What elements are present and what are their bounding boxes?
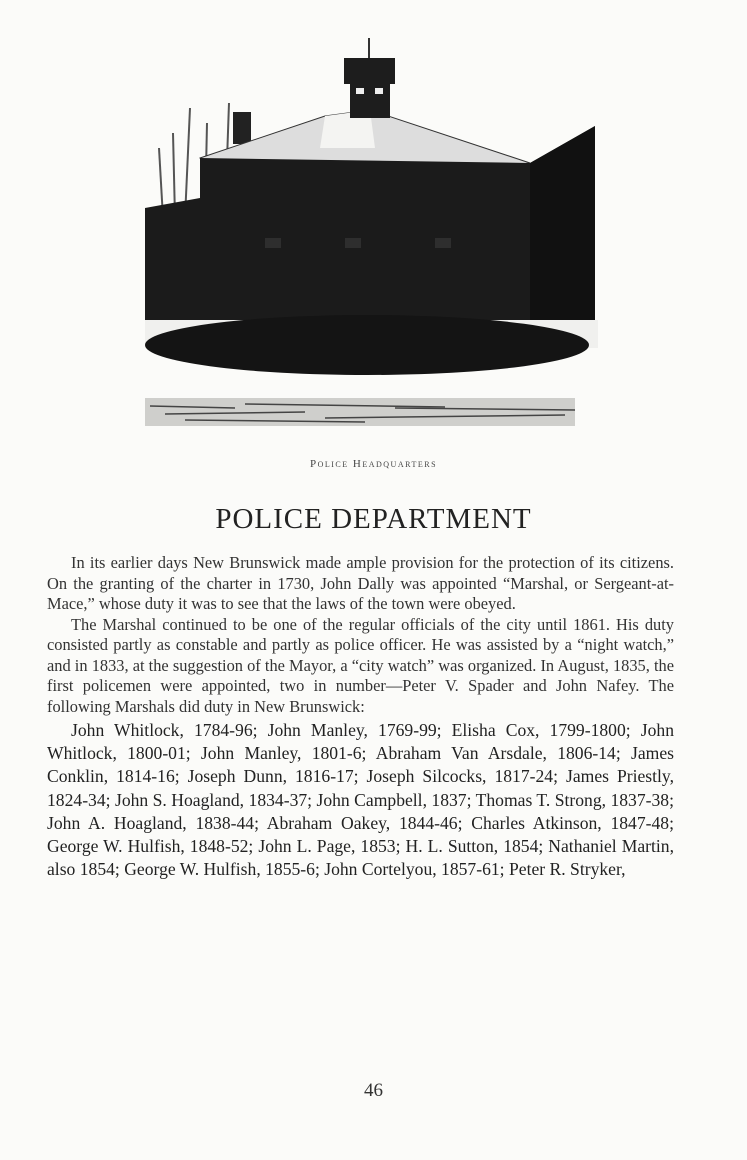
paragraph: The Marshal continued to be one of the regular officials of the city until 1861. His duty consisted partly as constable and partly as police officer. He was assisted by a “night watch,” and in 1833, at the suggestion of the Mayor, a “city watch” was organized. In August, 1835, the first policemen were appointed, two in number—Peter V. Spader and John Nafey. The following Marshals did duty in New Brunswick: bbox=[47, 614, 674, 716]
paragraph: In its earlier days New Brunswick made ample provision for the protection of its citizens. On the granting of the charter in 1730, John Dally was appointed “Marshal, or Sergeant-at-Mace,” whose duty it was to see that the laws of the town were obeyed. bbox=[47, 553, 674, 613]
page-title: POLICE DEPARTMENT bbox=[215, 503, 532, 535]
body-text bbox=[47, 553, 674, 881]
page-number: 46 bbox=[364, 1080, 383, 1101]
marshals-list: John Whitlock, 1784-96; John Manley, 1769-99; Elisha Cox, 1799-1800; John Whitlock, 1800-01; John Manley, 1801-6; Abraham Van Arsdale, 1806-14; James Conklin, 1814-16; Joseph Dunn, 1816-17; Joseph Silcocks, 1817-24; James Priestly, 1824-34; John S. Hoagland, 1834-37; John Campbell, 1837; Thomas T. Strong, 1837-38; John A. Hoagland, 1838-44; Abraham Oakey, 1844-46; Charles Atkinson, 1847-48; George W. Hulfish, 1848-52; John L. Page, 1853; H. L. Sutton, 1854; Nathaniel Martin, also 1854; George W. Hulfish, 1855-6; John Cortelyou, 1857-61; Peter R. Stryker, bbox=[47, 720, 674, 880]
photo-caption: Police Headquarters bbox=[309, 458, 438, 470]
police-headquarters-photo bbox=[145, 38, 598, 433]
